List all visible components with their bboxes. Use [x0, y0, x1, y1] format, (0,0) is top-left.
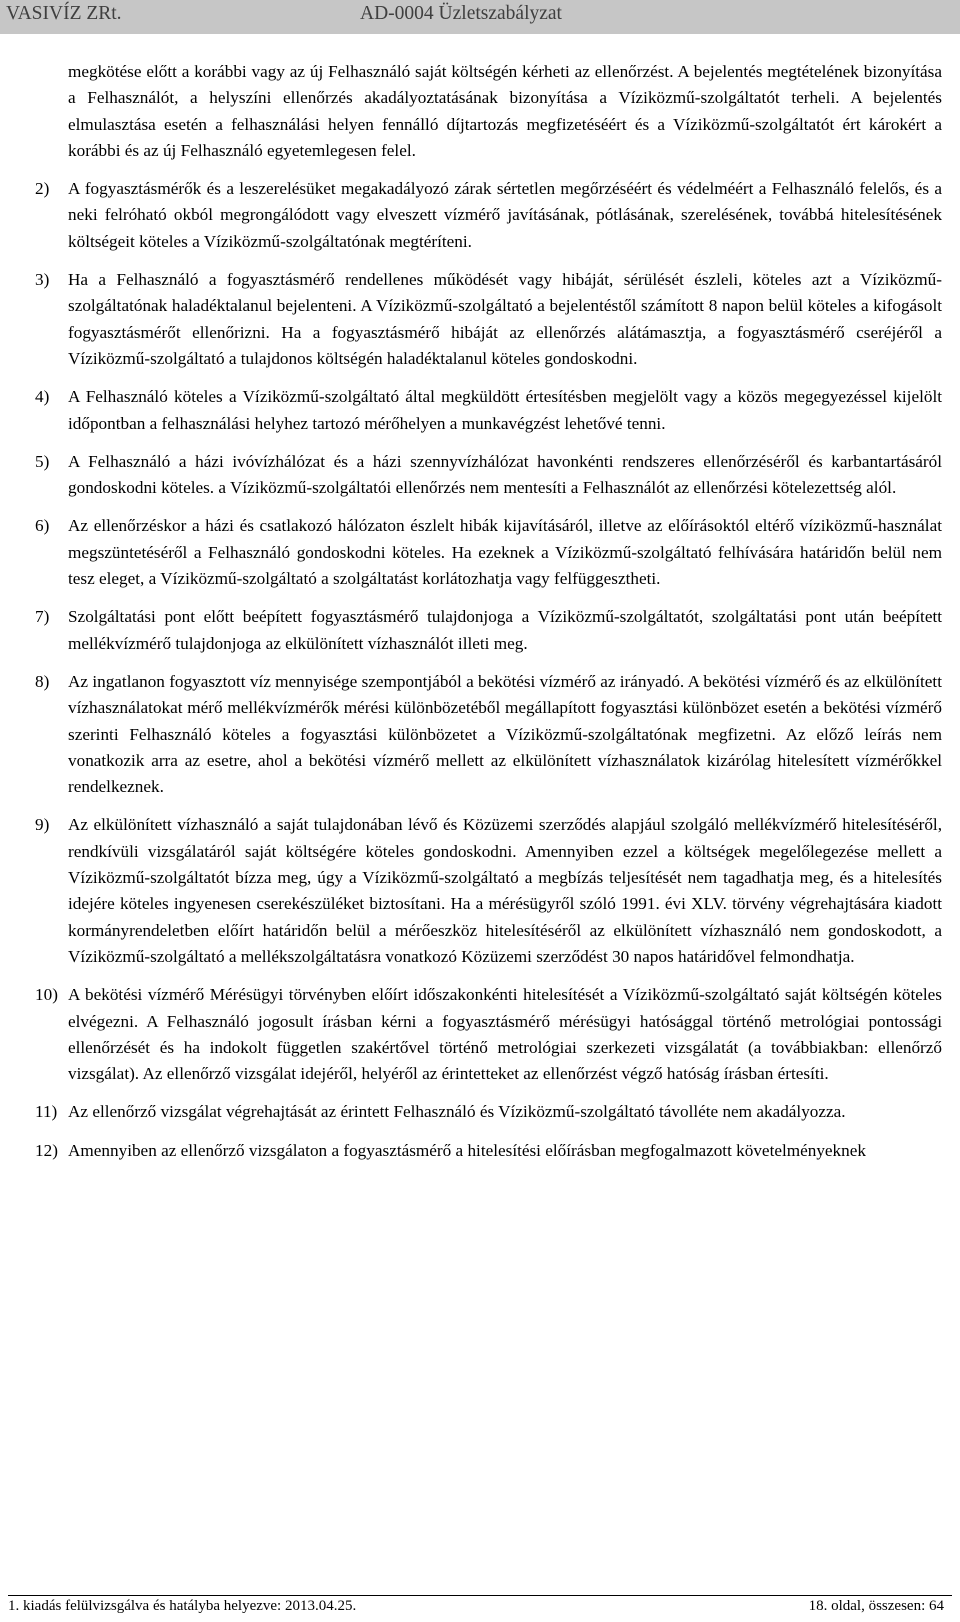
item-text: Ha a Felhasználó a fogyasztásmérő rendellenes működését vagy hibáját, sérülését észleli, köteles azt a Víziközmű-szolgáltatónak haladéktalanul bejelenteni. A Víziközmű-szolgáltató a bejelentéstől számított 8 napon belül köteles a kifogásolt fogyasztásmérőt ellenőrizni. Ha a fogyasztásmérő hibáját az ellenőrzés alátámasztja, a fogyasztásmérő cseréjéről a Víziközmű-szolgáltató a tulajdonos költségén haladéktalanul köteles gondoskodni. — [68, 270, 942, 368]
footer-divider — [8, 1595, 952, 1596]
list-item-10 — [35, 982, 942, 1087]
item-number: 4) — [35, 387, 50, 407]
page-header — [0, 0, 960, 34]
item-text: Az ellenőrzéskor a házi és csatlakozó hálózaton észlelt hibák kijavításáról, illetve az előírásoktól eltérő víziközmű-használat megszüntetéséről a Felhasználó gondoskodni köteles. Ha ezeknek a Víziközmű-szolgáltató felhívására határidőn belül nem tesz eleget, a Víziközmű-szolgáltató a szolgáltatást korlátozhatja vagy felfüggesztheti. — [68, 516, 942, 589]
footer-page-number: 18. oldal, összesen: 64 — [808, 1598, 944, 1614]
company-name: VASIVÍZ ZRt. — [6, 3, 122, 24]
item-number: 12) — [35, 1140, 58, 1160]
item-number: 11) — [35, 1102, 58, 1122]
item-text: A fogyasztásmérők és a leszerelésüket megakadályozó zárak sértetlen megőrzéséért és védelméért a Felhasználó felelős, és a neki felróható okból megrongálódott vagy elveszett vízmérő javításának, pótlásának, szerelésének, továbbá hitelesítésének költségeit köteles a Víziközmű-szolgáltatónak megtéríteni. — [68, 179, 942, 251]
list-item-12 — [35, 1138, 942, 1164]
list-item-6 — [35, 513, 942, 592]
item-text: Az ingatlanon fogyasztott víz mennyisége szempontjából a bekötési vízmérő az irányadó. A bekötési vízmérő és az elkülönített vízhasználatokat mérő mellékvízmérők mérési különbözetéből megállapított fogyasztási különbözet esetén a bekötési vízmérő szerinti Felhasználó köteles a fogyasztási különbözetet a Víziközmű-szolgáltatónak megfizetni. Az előző leírás nem vonatkozik arra az esetre, ahol a bekötési vízmérő mellett az elkülönített vízhasználatok kizárólag hitelesített vízmérőkkel rendelkeznek. — [68, 671, 942, 797]
intro-paragraph: megkötése előtt a korábbi vagy az új Felhasználó saját költségén kérheti az ellenőrzést. A bejelentés megtételének bizonyítása a Felhasználót, a helyszíni ellenőrzés akadályoztatásának bizonyítása a Víziközmű-szolgáltatót terheli. A bejelentés elmulasztása esetén a felhasználási helyen fennálló díjtartozás megfizetéséért és a Víziközmű-szolgáltatót ért károkért a korábbi és az új Felhasználó egyetemlegesen felel. — [68, 62, 942, 160]
item-number: 10) — [35, 985, 58, 1005]
document-title: AD-0004 Üzletszabályzat — [360, 3, 562, 24]
item-number: 6) — [35, 516, 50, 536]
item-number: 3) — [35, 270, 50, 290]
item-number: 2) — [35, 179, 50, 199]
item-number: 9) — [35, 815, 50, 835]
list-item-9 — [35, 812, 942, 970]
list-item-8 — [35, 669, 942, 800]
item-text: Az ellenőrző vizsgálat végrehajtását az érintett Felhasználó és Víziközmű-szolgáltató távolléte nem akadályozza. — [68, 1102, 846, 1122]
item-number: 8) — [35, 671, 50, 691]
list-item-7 — [35, 604, 942, 657]
item-text: A Felhasználó köteles a Víziközmű-szolgáltató által megküldött értesítésben megjelölt vagy a közös megegyezéssel kijelölt időpontban a felhasználási helyhez tartozó mérőhelyen a munkavégzést lehetővé tenni. — [68, 387, 942, 433]
item-number: 7) — [35, 607, 50, 627]
list-item-3 — [35, 267, 942, 372]
item-number: 5) — [35, 451, 50, 471]
document-body — [35, 59, 942, 1164]
footer-revision: 1. kiadás felülvizsgálva és hatályba helyezve: 2013.04.25. — [8, 1598, 357, 1614]
item-text: A bekötési vízmérő Mérésügyi törvényben előírt időszakonkénti hitelesítését a Víziközmű-szolgáltató saját költségén köteles elvégezni. A Felhasználó jogosult írásban kérni a fogyasztásmérő mérésügyi hatósággal történő metrológiai pontossági ellenőrzését és ha indokolt független szakértővel történő metrológiai szerkezeti vizsgálatát (a továbbiakban: ellenőrző vizsgálat). Az ellenőrző vizsgálat idejéről, helyéről az érintetteket az ellenőrzést végző hatóság írásban értesíti. — [68, 985, 942, 1084]
item-text: Az elkülönített vízhasználó a saját tulajdonában lévő és Közüzemi szerződés alapjául szolgáló mellékvízmérő hitelesítéséről, rendkívüli vizsgálatáról saját költségére köteles gondoskodni. Amennyiben ezzel a költségek megelőlegezése mellett a Víziközmű-szolgáltatót bízza meg, úgy a Víziközmű-szolgáltató a megbízás teljesítését nem tagadhatja meg, és a hitelesítés idejére köteles ingyenesen cserekészüléket biztosítani. Ha a mérésügyről szóló 1991. évi XLV. törvény végrehajtására kiadott kormányrendeletben előírt határidőn belül a mérőeszköz hitelesítéséről az elkülönített vízhasználó nem gondoskodott, a Víziközmű-szolgáltató a mellékszolgáltatásra vonatkozó Közüzemi szerződést 30 napos határidővel felmondhatja. — [68, 815, 942, 966]
list-item-5 — [35, 449, 942, 502]
item-text: Amennyiben az ellenőrző vizsgálaton a fogyasztásmérő a hitelesítési előírásban megfogalmazott követelményeknek — [68, 1140, 866, 1160]
item-text: A Felhasználó a házi ivóvízhálózat és a házi szennyvízhálózat havonkénti rendszeres ellenőrzéséről és karbantartásáról gondoskodni köteles. a Víziközmű-szolgáltatói ellenőrzés nem mentesíti a Felhasználót az ellenőrzési kötelezettség alól. — [68, 451, 942, 498]
list-item-4 — [35, 384, 942, 437]
list-item-11 — [35, 1099, 942, 1125]
list-item-2 — [35, 176, 942, 255]
item-text: Szolgáltatási pont előtt beépített fogyasztásmérő tulajdonjoga a Víziközmű-szolgáltatót, szolgáltatási pont után beépített mellékvízmérő tulajdonjoga az elkülönített vízhasználót illeti meg. — [68, 607, 942, 653]
